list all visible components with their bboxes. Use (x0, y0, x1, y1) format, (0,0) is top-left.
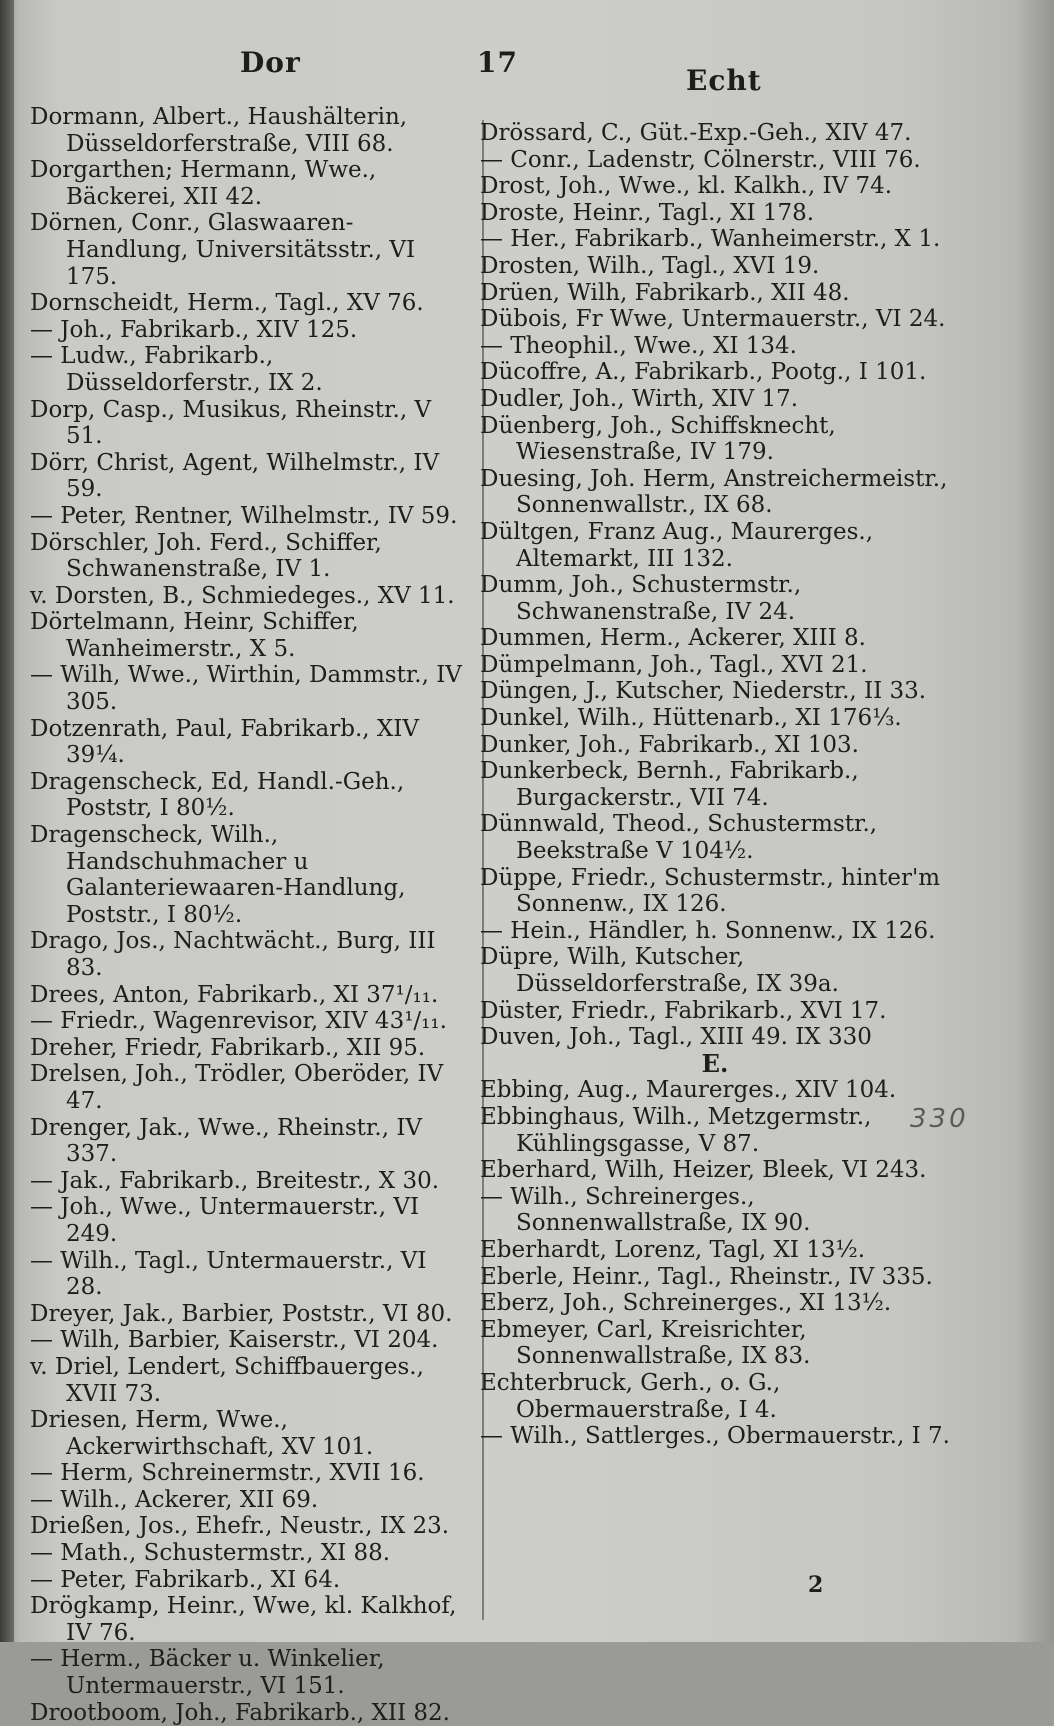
entry: Duesing, Joh. Herm, Anstreichermeistr., Sonnenwallstr., IX 68. (480, 465, 948, 519)
entry: Düenberg, Joh., Schiffsknecht, Wiesenstraße, IV 179. (480, 412, 836, 466)
left-column (30, 104, 470, 1726)
entry: Ebmeyer, Carl, Kreisrichter, Sonnenwallstraße, IX 83. (480, 1316, 811, 1370)
entry: Dotzenrath, Paul, Fabrikarb., XIV 39¼. (30, 715, 419, 769)
right-column (480, 120, 950, 1450)
entry: Drees, Anton, Fabrikarb., XI 37¹/₁₁. (30, 981, 439, 1008)
entry: — Hein., Händler, h. Sonnenw., IX 126. (480, 917, 936, 944)
entry: — Jak., Fabrikarb., Breitestr., X 30. (30, 1167, 440, 1194)
entry: Düpre, Wilh, Kutscher, Düsseldorferstraße, IX 39a. (480, 944, 839, 997)
handwritten-note: 330 (910, 1104, 969, 1134)
entry: — Wilh., Tagl., Untermauerstr., VI 28. (30, 1247, 427, 1301)
entry: Dültgen, Franz Aug., Maurerges., Altemarkt, III 132. (480, 518, 874, 572)
entry: Drago, Jos., Nachtwächt., Burg, III 83. (30, 928, 436, 981)
entry: Dummen, Herm., Ackerer, XIII 8. (480, 625, 866, 652)
entry: Eberle, Heinr., Tagl., Rheinstr., IV 335. (480, 1263, 933, 1290)
entry: — Ludw., Fabrikarb., Düsseldorferstr., IX 2. (30, 343, 323, 396)
entry: Drost, Joh., Wwe., kl. Kalkh., IV 74. (480, 173, 893, 200)
entry: Ebbinghaus, Wilh., Metzgermstr., Kühlingsgasse, V 87. (480, 1103, 872, 1157)
entry: Dörschler, Joh. Ferd., Schiffer, Schwanenstraße, IV 1. (30, 529, 382, 583)
entry: — Herm, Schreinermstr., XVII 16. (30, 1460, 425, 1487)
entry: Dunkel, Wilh., Hüttenarb., XI 176⅓. (480, 705, 902, 732)
entry: v. Dorsten, B., Schmiedeges., XV 11. (30, 582, 455, 609)
entry: — Joh., Fabrikarb., XIV 125. (30, 316, 358, 343)
entry: Drießen, Jos., Ehefr., Neustr., IX 23. (30, 1513, 450, 1540)
entry: Echterbruck, Gerh., o. G., Obermauerstraße, I 4. (480, 1369, 781, 1423)
entry: Dreyer, Jak., Barbier, Poststr., VI 80. (30, 1300, 453, 1327)
page-number: 17 (477, 46, 518, 79)
entry: Dreher, Friedr, Fabrikarb., XII 95. (30, 1034, 426, 1061)
entry: Dudler, Joh., Wirth, XIV 17. (480, 385, 799, 412)
entry: Drelsen, Joh., Trödler, Oberöder, IV 47. (30, 1061, 444, 1114)
section-letter: E. (701, 1048, 729, 1078)
entry: Dübois, Fr Wwe, Untermauerstr., VI 24. (480, 306, 946, 333)
printer-signature-mark: 2 (808, 1572, 824, 1598)
entry: — Peter, Rentner, Wilhelmstr., IV 59. (30, 502, 458, 529)
entry: Drosten, Wilh., Tagl., XVI 19. (480, 252, 820, 279)
entry: — Peter, Fabrikarb., XI 64. (30, 1566, 341, 1593)
page-edge-shadow (1014, 0, 1054, 1642)
entry: — Wilh., Sattlerges., Obermauerstr., I 7. (480, 1423, 950, 1450)
entry: Eberhard, Wilh, Heizer, Bleek, VI 243. (480, 1157, 927, 1184)
entry: Driesen, Herm, Wwe., Ackerwirthschaft, XV 101. (30, 1407, 374, 1460)
entry: Droste, Heinr., Tagl., XI 178. (480, 199, 815, 226)
entry: Drögkamp, Heinr., Wwe, kl. Kalkhof, IV 76. (30, 1593, 457, 1646)
entry: Dragenscheck, Wilh., Handschuhmacher u Galanteriewaaren-Handlung, Poststr., I 80½. (30, 822, 406, 928)
entry: Dorgarthen; Hermann, Wwe., Bäckerei, XII 42. (30, 157, 377, 210)
entry: Dunker, Joh., Fabrikarb., XI 103. (480, 731, 859, 758)
entry: — Math., Schustermstr., XI 88. (30, 1540, 391, 1567)
entry: Dorp, Casp., Musikus, Rheinstr., V 51. (30, 396, 432, 450)
entry: Düppe, Friedr., Schustermstr., hinter'm Sonnenw., IX 126. (480, 864, 941, 918)
entry: — Wilh., Ackerer, XII 69. (30, 1486, 319, 1513)
entry: Dumm, Joh., Schustermstr., Schwanenstraße, IV 24. (480, 572, 802, 625)
entry: Dörr, Christ, Agent, Wilhelmstr., IV 59. (30, 449, 440, 503)
header-right-catchword: Echt (686, 64, 762, 97)
entry: — Conr., Ladenstr, Cölnerstr., VIII 76. (480, 146, 921, 173)
entry: — Joh., Wwe., Untermauerstr., VI 249. (30, 1194, 420, 1247)
entry: Dümpelmann, Joh., Tagl., XVI 21. (480, 651, 868, 678)
entry: Duven, Joh., Tagl., XIII 49. IX 330 (480, 1024, 872, 1051)
entry: Dörtelmann, Heinr, Schiffer, Wanheimerstr., X 5. (30, 609, 359, 662)
header-left-catchword: Dor (240, 46, 301, 79)
entry: Drüen, Wilh, Fabrikarb., XII 48. (480, 279, 850, 306)
entry: Drootboom, Joh., Fabrikarb., XII 82. (30, 1699, 450, 1726)
entry: Drenger, Jak., Wwe., Rheinstr., IV 337. (30, 1114, 423, 1168)
entry: Eberhardt, Lorenz, Tagl, XI 13½. (480, 1236, 866, 1263)
entry: Düngen, J., Kutscher, Niederstr., II 33. (480, 678, 927, 705)
entry: Dunkerbeck, Bernh., Fabrikarb., Burgackerstr., VII 74. (480, 758, 859, 811)
book-spine (0, 0, 14, 1642)
entry: — Wilh, Wwe., Wirthin, Dammstr., IV 305. (30, 662, 462, 716)
entry: v. Driel, Lendert, Schiffbauerges., XVII 73. (30, 1353, 424, 1407)
entry: — Wilh, Barbier, Kaiserstr., VI 204. (30, 1327, 439, 1354)
entry: Dücoffre, A., Fabrikarb., Pootg., I 101. (480, 359, 927, 386)
entry: — Friedr., Wagenrevisor, XIV 43¹/₁₁. (30, 1008, 447, 1035)
entry: Eberz, Joh., Schreinerges., XI 13½. (480, 1290, 892, 1317)
entry: Ebbing, Aug., Maurerges., XIV 104. (480, 1077, 897, 1104)
entry: — Wilh., Schreinerges., Sonnenwallstraße, IX 90. (480, 1183, 811, 1237)
entry: — Theophil., Wwe., XI 134. (480, 332, 797, 359)
entry: — Her., Fabrikarb., Wanheimerstr., X 1. (480, 226, 941, 253)
entry: Dörnen, Conr., Glaswaaren-Handlung, Universitätsstr., VI 175. (30, 210, 416, 290)
entry: — Herm., Bäcker u. Winkelier, Untermauerstr., VI 151. (30, 1646, 385, 1700)
entry: Dornscheidt, Herm., Tagl., XV 76. (30, 290, 424, 317)
entry: Dormann, Albert., Haushälterin, Düsseldorferstraße, VIII 68. (30, 104, 408, 157)
entry: Drössard, C., Güt.-Exp.-Geh., XIV 47. (480, 120, 912, 146)
entry: Dünnwald, Theod., Schustermstr., Beekstraße V 104½. (480, 811, 878, 865)
entry: Düster, Friedr., Fabrikarb., XVI 17. (480, 997, 887, 1024)
entry: Dragenscheck, Ed, Handl.-Geh., Poststr, I 80½. (30, 768, 405, 822)
